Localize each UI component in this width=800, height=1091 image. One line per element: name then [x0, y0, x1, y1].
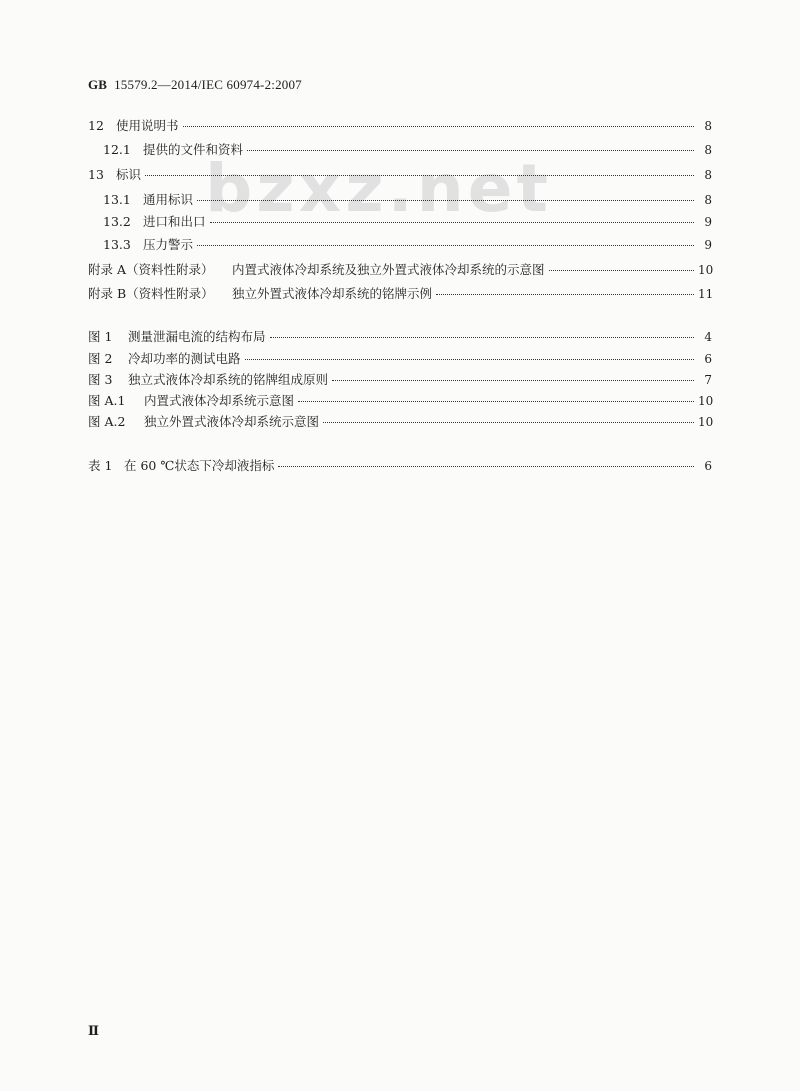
toc-number: 13.1 [103, 192, 131, 207]
toc-entry-annex-a[interactable] [88, 260, 712, 278]
dot-leader [145, 175, 694, 176]
dot-leader [332, 380, 694, 381]
toc-page: 8 [704, 168, 712, 182]
dot-leader [197, 200, 694, 201]
dot-leader [245, 359, 694, 360]
toc-title: 内置式液体冷却系统及独立外置式液体冷却系统的示意图 [232, 262, 545, 277]
figure-title: 冷却功率的测试电路 [128, 351, 241, 366]
toc-page: 8 [704, 143, 712, 157]
table-page: 6 [704, 459, 712, 473]
dot-leader [197, 245, 694, 246]
toc-title: 提供的文件和资料 [143, 142, 244, 157]
figure-entry-1[interactable] [88, 327, 712, 345]
dot-leader [436, 294, 694, 295]
table-title: 在 60 ℃状态下冷却液指标 [124, 458, 275, 473]
standard-prefix: GB [88, 77, 108, 92]
toc-entry-13[interactable] [88, 165, 712, 183]
toc-title: 标识 [116, 167, 142, 182]
dot-leader [323, 422, 694, 423]
dot-leader [278, 466, 694, 467]
toc-number: 13.2 [103, 214, 131, 229]
dot-leader [270, 337, 694, 338]
figure-page: 4 [704, 330, 712, 344]
toc-title: 进口和出口 [143, 214, 206, 229]
toc-entry-12-1[interactable] [103, 140, 712, 158]
toc-number: 12 [88, 118, 104, 133]
toc-page: 8 [704, 193, 712, 207]
table-entry-1[interactable] [88, 456, 712, 474]
toc-entry-annex-b[interactable] [88, 284, 712, 302]
toc-entry-13-2[interactable] [103, 212, 712, 230]
figure-number: 图 1 [88, 329, 113, 344]
toc-page: 11 [698, 287, 714, 301]
toc-title: 独立外置式液体冷却系统的铭牌示例 [232, 286, 433, 301]
toc-entry-13-1[interactable] [103, 190, 712, 208]
standard-number: 15579.2—2014/IEC 60974-2:2007 [114, 77, 302, 92]
figure-page: 10 [698, 394, 714, 408]
figure-number: 图 3 [88, 372, 113, 387]
dot-leader [298, 401, 694, 402]
toc-entry-13-3[interactable] [103, 235, 712, 253]
figure-page: 10 [698, 415, 714, 429]
toc-title: 压力警示 [143, 237, 194, 252]
toc-number: 13.3 [103, 237, 131, 252]
toc-number: 附录 B（资料性附录） [88, 286, 214, 301]
watermark: bzxz.net [205, 150, 553, 227]
figure-page: 6 [704, 352, 712, 366]
figure-entry-2[interactable] [88, 349, 712, 367]
toc-number: 附录 A（资料性附录） [88, 262, 214, 277]
figure-number: 图 2 [88, 351, 113, 366]
figure-entry-a1[interactable] [88, 391, 712, 409]
figure-entry-a2[interactable] [88, 412, 712, 430]
table-number: 表 1 [88, 458, 113, 473]
figure-title: 内置式液体冷却系统示意图 [144, 393, 295, 408]
toc-page: 8 [704, 119, 712, 133]
toc-number: 12.1 [103, 142, 131, 157]
figure-title: 测量泄漏电流的结构布局 [128, 329, 266, 344]
figure-title: 独立外置式液体冷却系统示意图 [144, 414, 320, 429]
figure-number: 图 A.2 [88, 414, 126, 429]
dot-leader [247, 150, 694, 151]
dot-leader [183, 126, 694, 127]
figure-title: 独立式液体冷却系统的铭牌组成原则 [128, 372, 329, 387]
toc-page: 9 [704, 215, 712, 229]
document-header [88, 77, 302, 93]
dot-leader [549, 270, 694, 271]
toc-page: 9 [704, 238, 712, 252]
figure-page: 7 [704, 373, 712, 387]
figure-entry-3[interactable] [88, 370, 712, 388]
toc-title: 通用标识 [143, 192, 194, 207]
toc-number: 13 [88, 167, 104, 182]
figure-number: 图 A.1 [88, 393, 126, 408]
page-number: Ⅱ [88, 1024, 99, 1039]
dot-leader [210, 222, 694, 223]
toc-page: 10 [698, 263, 714, 277]
toc-title: 使用说明书 [116, 118, 179, 133]
toc-entry-12[interactable] [88, 116, 712, 134]
